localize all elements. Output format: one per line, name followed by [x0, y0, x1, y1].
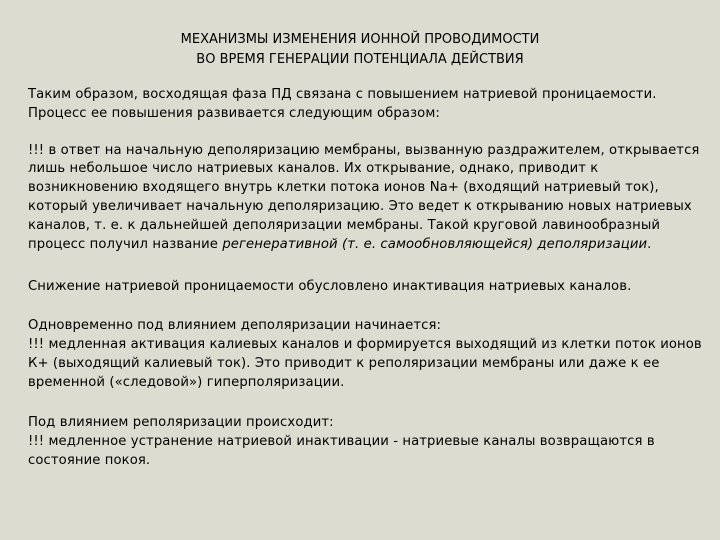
slide-title — [0, 30, 720, 70]
title-line-1: МЕХАНИЗМЫ ИЗМЕНЕНИЯ ИОННОЙ ПРОВОДИМОСТИ — [180, 32, 540, 47]
regenerative-depolarization-term: регенеративной (т. е. самообновляющейся) деполяризации — [222, 236, 648, 252]
paragraph-sodium-inactivation: Снижение натриевой проницаемости обусловлено инактивация натриевых каналов. — [28, 279, 632, 295]
paragraph-repolarization-heading: Под влиянием реполяризации происходит: — [28, 415, 334, 431]
paragraph-potassium-activation: !!! медленная активация калиевых каналов и формируется выходящий из клетки поток ионов К+ (выходящий калиевый ток). Это приводит к реполяризации мембраны или даже к ее временной («следовой») гиперполяризации. — [28, 336, 702, 390]
paragraph-sodium-text: !!! в ответ на начальную деполяризацию мембраны, вызванную раздражителем, открывается лишь небольшое число натриевых каналов. Их открывание, однако, приводит к возникновению входящего внутрь клетки потока ионов Na+ (входящий натриевый ток), который увеличивает начальную деполяризацию. Это ведет к открыванию новых натриевых каналов, т. е. к дальнейшей деполяризации мембраны. Такой круговой лавинообразный процесс получил название — [28, 142, 700, 252]
paragraph-sodium-recovery: !!! медленное устранение натриевой инактивации - натриевые каналы возвращаются в состояние покоя. — [28, 434, 655, 468]
paragraph-intro: Таким образом, восходящая фаза ПД связана с повышением натриевой проницаемости. Процесс ее повышения развивается следующим образом: — [28, 87, 657, 121]
paragraph-sodium-end: . — [647, 236, 652, 252]
title-line-2: ВО ВРЕМЯ ГЕНЕРАЦИИ ПОТЕНЦИАЛА ДЕЙСТВИЯ — [196, 52, 524, 67]
paragraph-depolarization-heading: Одновременно под влиянием деполяризации начинается: — [28, 318, 442, 334]
paragraph-sodium-activation — [28, 142, 708, 255]
slide-body — [28, 86, 708, 471]
